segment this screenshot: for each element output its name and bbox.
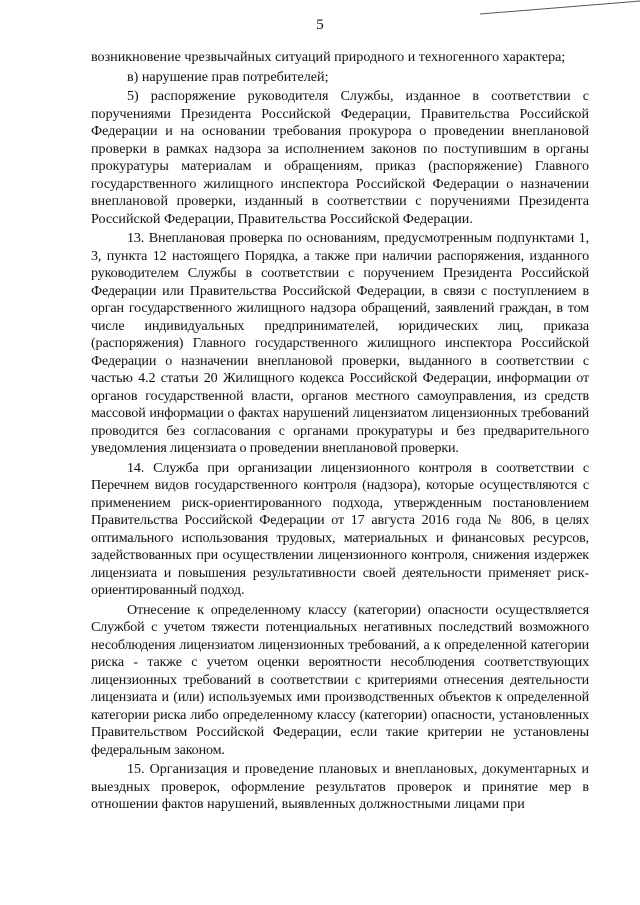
page-number: 5 (316, 17, 324, 33)
paragraph-point-13: 13. Внеплановая проверка по основаниям, предусмотренным подпунктами 1, 3, пункта 12 настоящего Порядка, а также при наличии распоряжения, изданного руководителем Службы в соответствии с поручением Президента Российской Федерации или Правительства Российской Федерации, в связи с поступлением в орган государственного жилищного надзора обращений, заявлений граждан, в том числе индивидуальных предпринимателей, юридических лиц, приказа (распоряжения) Главного государственного жилищного инспектора Российской Федерации о назначении внеплановой проверки, выданного в соответствии с частью 4.2 статьи 20 Жилищного кодекса Российской Федерации, информации от органов государственной власти, органов местного самоуправления, из средств массовой информации о фактах нарушений лицензиатом лицензионных требований проводится без согласования с органами прокуратуры и без предварительного уведомления лицензиата о проведении внеплановой проверки. (91, 230, 589, 456)
paragraph-continuation: возникновение чрезвычайных ситуаций природного и техногенного характера; (91, 49, 566, 65)
document-body (91, 49, 589, 816)
paragraph-point-14: 14. Служба при организации лицензионного контроля в соответствии с Перечнем видов государственного контроля (надзора), которые осуществляются с применением риск-ориентированного подхода, утвержденным постановлением Правительства Российской Федерации от 17 августа 2016 года № 806, в целях оптимального использования трудовых, материальных и финансовых ресурсов, задействованных при осуществлении лицензионного контроля, снижения издержек лицензиата и повышения результативности своей деятельности применяет риск-ориентированный подход. (91, 459, 589, 598)
paragraph-item-v: в) нарушение прав потребителей; (127, 68, 329, 85)
paragraph-point-15: 15. Организация и проведение плановых и внеплановых, документарных и выездных проверок, оформление результатов проверок и принятие мер в отношении фактов нарушений, выявленных должностными лицами при (91, 761, 589, 812)
paragraph-point-14-continuation: Отнесение к определенному классу (категории) опасности осуществляется Службой с учетом тяжести потенциальных негативных последствий возможного несоблюдения лицензиатом лицензионных требований, а к определенной категории риска - также с учетом оценки вероятности несоблюдения соответствующих лицензионных требований в соответствии с критериями отнесения деятельности лицензиата и (или) используемых ими производственных объектов к определенной категории риска либо определенному классу (категории) опасности, установленных Правительством Российской Федерации, если такие критерии не установлены федеральным законом. (91, 601, 589, 758)
paragraph-item-5: 5) распоряжение руководителя Службы, изданное в соответствии с поручениями Президента Российской Федерации, Правительства Российской Федерации и на основании требования прокурора о проведении внеплановой проверки в рамках надзора за исполнением законов по поступившим в органы прокуратуры материалам и обращениям, приказ (распоряжение) Главного государственного жилищного инспектора Российской Федерации о назначении внеплановой проверки, изданный в соответствии с поручениями Президента Российской Федерации, Правительства Российской Федерации. (91, 88, 589, 227)
